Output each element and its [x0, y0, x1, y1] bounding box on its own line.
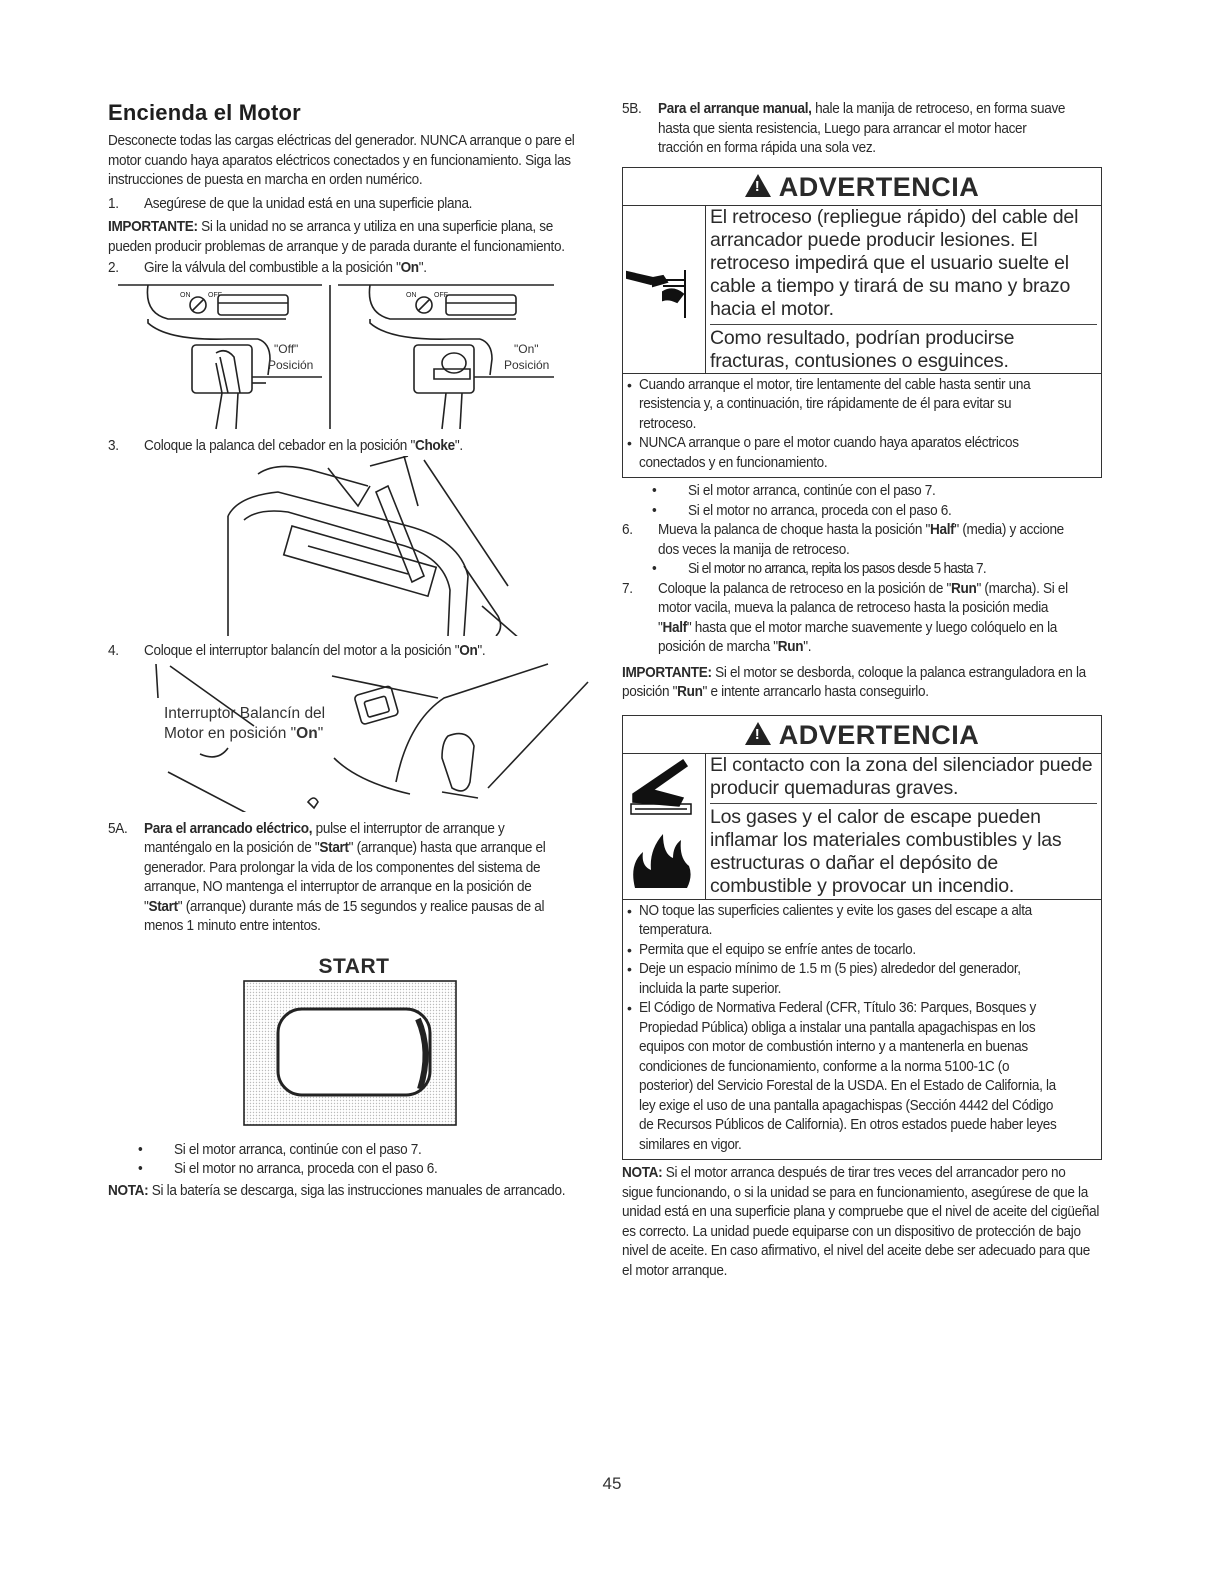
step-text: Coloque la palanca de retroceso en la posición de "Run" (marcha). Si el motor vacila, mueva la palanca de retroceso hasta la posición media "Half" hasta que el motor marche suavemente y luego colóquelo en la posición de marcha "Run". [658, 580, 1068, 655]
warning-consequence-text: Como resultado, podrían producirse fracturas, contusiones o esguinces. [710, 326, 1015, 372]
off-position-label: Posición [268, 357, 314, 372]
step-number: 3. [108, 437, 119, 454]
step-text: Para el arranque manual, hale la manija de retroceso, en forma suave hasta que sienta resistencia, Luego para arrancar el motor hacer tracción en forma rápida una sola vez. [658, 101, 1066, 156]
on-glyph-left: ON [180, 291, 191, 299]
hot-surface-icon [631, 760, 691, 814]
step-text: Coloque la palanca del cebador en la posición "Choke". [144, 437, 463, 454]
off-glyph-right: OFF [434, 291, 448, 299]
start-switch-figure [108, 955, 594, 1129]
step-text: Mueva la palanca de choque hasta la posición "Half" (media) y accione dos veces la manija de retroceso. [658, 522, 1064, 558]
step-6 [622, 521, 1102, 560]
list-item: • Si el motor no arranca, repita los pasos desde 5 hasta 7. [652, 561, 986, 577]
start-label: START [318, 954, 390, 978]
step-number: 5B. [622, 101, 642, 117]
warning-header [623, 168, 1101, 206]
choke-lever-figure [108, 456, 594, 636]
important-note-1 [108, 218, 592, 257]
off-label: "Off" [274, 341, 299, 356]
step-text: Para el arrancado eléctrico, pulse el interruptor de arranque y manténgalo en la posición de "Start" (arranque) hasta que arranque el generador. Para prolongar la vida de los componentes del sistema de arranque, NO mantenga el interruptor de arranque en la posición de "Start" (arranque) durante más de 15 segundos y realice pausas de al menos 1 minuto entre intentos. [144, 820, 546, 934]
list-item: • El Código de Normativa Federal (CFR, Título 36: Parques, Bosques y Propiedad Pública) obliga a instalar una pantalla apagachispas en los equipos con motor de combustión interno y a mantenerla en buenas condiciones de funcionamiento, conforme a la norma 5100-1C (o posterior) del Servicio Forestal de la USDA. En el Estado de California, la ley exige el uso de una pantalla apagachispas (Sección 4442 del Código de Recursos Públicos de California). En otros estados puede haber leyes similares en vigor. [627, 1000, 1057, 1153]
warning-box-hot-surface [622, 715, 1102, 1161]
step-number: 7. [622, 580, 633, 597]
step-number: 2. [108, 260, 119, 276]
list-item: • Si el motor no arranca, proceda con el paso 6. [138, 1161, 438, 1177]
list-item: • NUNCA arranque o pare el motor cuando haya aparatos eléctricos conectados y en funcionamiento. [627, 435, 1019, 471]
important-text: Si la unidad no se arranca y utiliza en una superficie plana, se pueden producir problemas de arranque y de parada durante el funcionamiento. [108, 219, 565, 255]
fuel-valve-illustration [108, 283, 594, 431]
fire-icon [633, 834, 690, 888]
step-5b [622, 100, 1102, 159]
warning-main-text: El retroceso (repliegue rápido) del cable del arrancador puede producir lesiones. El retroceso impedirá que el usuario suelte el cable a tiempo y tirará de su mano y brazo hacia el motor. [710, 205, 1079, 320]
warning-triangle-icon [745, 174, 771, 197]
warning-box-kickback [622, 167, 1102, 479]
step-5a [108, 820, 594, 937]
important-label: IMPORTANTE: [622, 664, 712, 681]
step-number: 5A. [108, 820, 128, 837]
important-label: IMPORTANTE: [108, 219, 198, 235]
warning-main-text: El contacto con la zona del silenciador puede producir quemaduras graves. [710, 753, 1093, 799]
step-2 [108, 259, 594, 279]
rocker-switch-figure [108, 662, 594, 812]
off-glyph-left: OFF [208, 291, 222, 299]
left-column [108, 100, 594, 1201]
choke-lever-illustration [108, 456, 594, 636]
on-label: "On" [514, 341, 539, 356]
on-glyph-right: ON [406, 291, 417, 299]
step-number: 6. [622, 522, 633, 538]
step-number: 1. [108, 195, 119, 212]
right-result-bullets [622, 482, 1102, 521]
list-item: • NO toque las superficies calientes y evite los gases del escape a alta temperatura. [627, 902, 1032, 938]
on-position-label: Posición [504, 357, 550, 372]
warning-consequence-text: Los gases y el calor de escape pueden inflamar los materiales combustibles y las estructuras o dañar el depósito de combustible y provocar un incendio. [710, 805, 1062, 897]
list-item: • Deje un espacio mínimo de 1.5 m (5 pies) alrededor del generador, incluida la parte superior. [627, 961, 1021, 997]
step-3 [108, 437, 594, 457]
page-number: 45 [602, 1474, 622, 1493]
section-heading: Encienda el Motor [108, 100, 301, 125]
list-item: • Si el motor arranca, continúe con el paso 7. [138, 1141, 422, 1158]
list-item: • Si el motor arranca, continúe con el paso 7. [652, 483, 936, 499]
rocker-label-line2: Motor en posición "On" [164, 724, 324, 742]
warning-header [623, 716, 1101, 754]
note-right: NOTA: Si el motor arranca después de tirar tres veces del arrancador pero no sigue funcionando, o si la unidad se para en funcionamiento, asegúrese de que la unidad está en una superficie plana y compruebe que el nivel de aceite del cigüeñal es correcto. La unidad puede equiparse con un dispositivo de protección de bajo nivel de aceite. En caso afirmativo, el nivel del aceite debe ser adecuado para que el motor arranque. [622, 1165, 1100, 1279]
warning-triangle-icon [745, 722, 771, 745]
right-column [622, 100, 1102, 1281]
list-item: • Si el motor no arranca, proceda con el paso 6. [652, 502, 952, 519]
fuel-valve-figure [108, 283, 594, 431]
rocker-label-line1: Interruptor Balancín del [164, 704, 326, 722]
warning-bullets [623, 900, 1101, 1160]
note-label: NOTA: [108, 1182, 149, 1199]
warning-title: ADVERTENCIA [778, 171, 980, 202]
start-switch-illustration [108, 979, 594, 1129]
left-result-bullets [108, 1141, 594, 1180]
note-left: NOTA: Si la batería se descarga, siga las instrucciones manuales de arrancado. [108, 1182, 566, 1199]
step-text: Coloque el interruptor balancín del motor a la posición "On". [144, 643, 486, 659]
note-label: NOTA: [622, 1165, 663, 1181]
step-text: Asegúrese de que la unidad está en una superficie plana. [144, 195, 473, 212]
step-number: 4. [108, 643, 119, 659]
rocker-switch-illustration [108, 662, 594, 812]
step-1 [108, 195, 594, 215]
recoil-hazard-icon [623, 206, 706, 373]
warning-bullets [623, 374, 1101, 478]
list-item: • Cuando arranque el motor, tire lentamente del cable hasta sentir una resistencia y, a continuación, tire rápidamente de él para evitar su retroceso. [627, 376, 1031, 432]
step-text: Gire la válvula del combustible a la posición "On". [144, 260, 427, 276]
important-note-2: IMPORTANTE: Si el motor se desborda, coloque la palanca estranguladora en la posición "Run" e intente arrancarlo hasta conseguirlo. [622, 664, 1086, 700]
step-4 [108, 642, 594, 662]
step-7 [622, 580, 1102, 658]
list-item: • Permita que el equipo se enfríe antes de tocarlo. [627, 941, 916, 958]
intro-paragraph: Desconecte todas las cargas eléctricas del generador. NUNCA arranque o pare el motor cuando haya aparatos eléctricos conectados y en funcionamiento. Siga las instrucciones de puesta en marcha en orden numérico. [108, 133, 575, 188]
warning-title: ADVERTENCIA [778, 719, 980, 750]
